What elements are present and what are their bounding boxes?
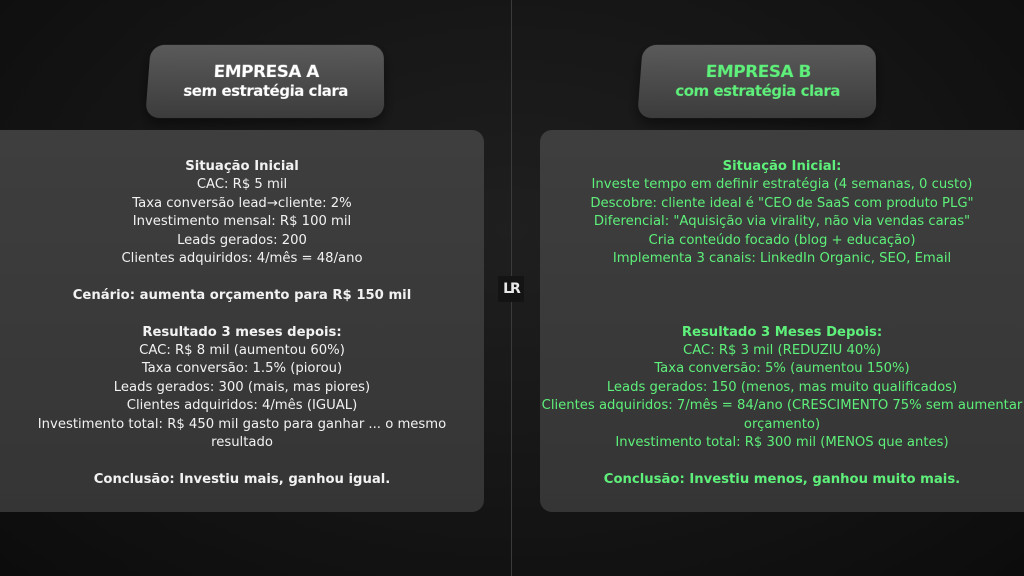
text-line: Clientes adquiridos: 4/mês = 48/ano: [121, 251, 363, 267]
text-line: Cria conteúdo focado (blog + educação): [648, 232, 916, 248]
text-line: CAC: R$ 3 mil (REDUZIU 40%): [683, 343, 881, 359]
text-line: Leads gerados: 300 (mais, mas piores): [113, 379, 371, 395]
company-b-title: EMPRESA B: [705, 62, 812, 82]
text-line: Investimento mensal: R$ 100 mil: [132, 214, 352, 230]
text-line: Clientes adquiridos: 7/mês = 84/ano (CRESCIMENTO 75% sem aumentar orçamento): [541, 398, 1023, 432]
text-line: Diferencial: "Aquisição via virality, não via vendas caras": [593, 214, 971, 230]
section-heading: Situação Inicial:: [722, 159, 842, 174]
spacer: [540, 268, 1024, 286]
text-line: Descobre: cliente ideal é "CEO de SaaS com produto PLG": [590, 195, 974, 211]
company-a-panel: [0, 130, 484, 512]
text-line: Leads gerados: 150 (menos, mas muito qualificados): [606, 379, 958, 395]
section-heading: Resultado 3 meses depois:: [142, 324, 342, 340]
company-b-panel: [540, 130, 1024, 512]
spacer: [14, 452, 470, 470]
company-b-subtitle: com estratégia clara: [674, 81, 841, 100]
section-heading: Situação Inicial: [185, 159, 299, 174]
spacer: [540, 452, 1024, 470]
text-line: Taxa conversão: 5% (aumentou 150%): [654, 361, 910, 377]
company-a-subtitle: sem estratégia clara: [182, 81, 348, 100]
text-line: Investimento total: R$ 450 mil gasto para ganhar ... o mesmo resultado: [37, 416, 447, 451]
text-line: Leads gerados: 200: [177, 232, 307, 248]
company-a-badge: [145, 45, 384, 118]
text-line: Taxa conversão lead→cliente: 2%: [132, 195, 352, 211]
company-a-title: EMPRESA A: [213, 62, 320, 82]
section-heading: Conclusão: Investiu mais, ganhou igual.: [93, 471, 391, 487]
text-line: CAC: R$ 5 mil: [196, 177, 288, 193]
spacer: [540, 305, 1024, 323]
text-line: Investimento total: R$ 300 mil (MENOS que antes): [615, 435, 949, 451]
spacer: [14, 305, 470, 323]
company-a-text-block: [0, 158, 484, 489]
spacer: [540, 287, 1024, 305]
text-line: Implementa 3 canais: LinkedIn Organic, SEO, Email: [612, 251, 952, 267]
spacer: [14, 268, 470, 286]
text-line: Investe tempo em definir estratégia (4 semanas, 0 custo): [591, 177, 973, 193]
company-b-text-block: [540, 158, 1024, 489]
lr-logo: LR: [498, 276, 524, 302]
text-line: Clientes adquiridos: 4/mês (IGUAL): [126, 398, 358, 414]
section-heading: Conclusão: Investiu menos, ganhou muito mais.: [603, 471, 961, 487]
text-line: CAC: R$ 8 mil (aumentou 60%): [139, 343, 345, 359]
section-heading: Cenário: aumenta orçamento para R$ 150 mil: [72, 287, 412, 303]
section-heading: Resultado 3 Meses Depois:: [681, 324, 883, 340]
company-b-badge: [637, 45, 876, 118]
text-line: Taxa conversão: 1.5% (piorou): [141, 361, 343, 377]
